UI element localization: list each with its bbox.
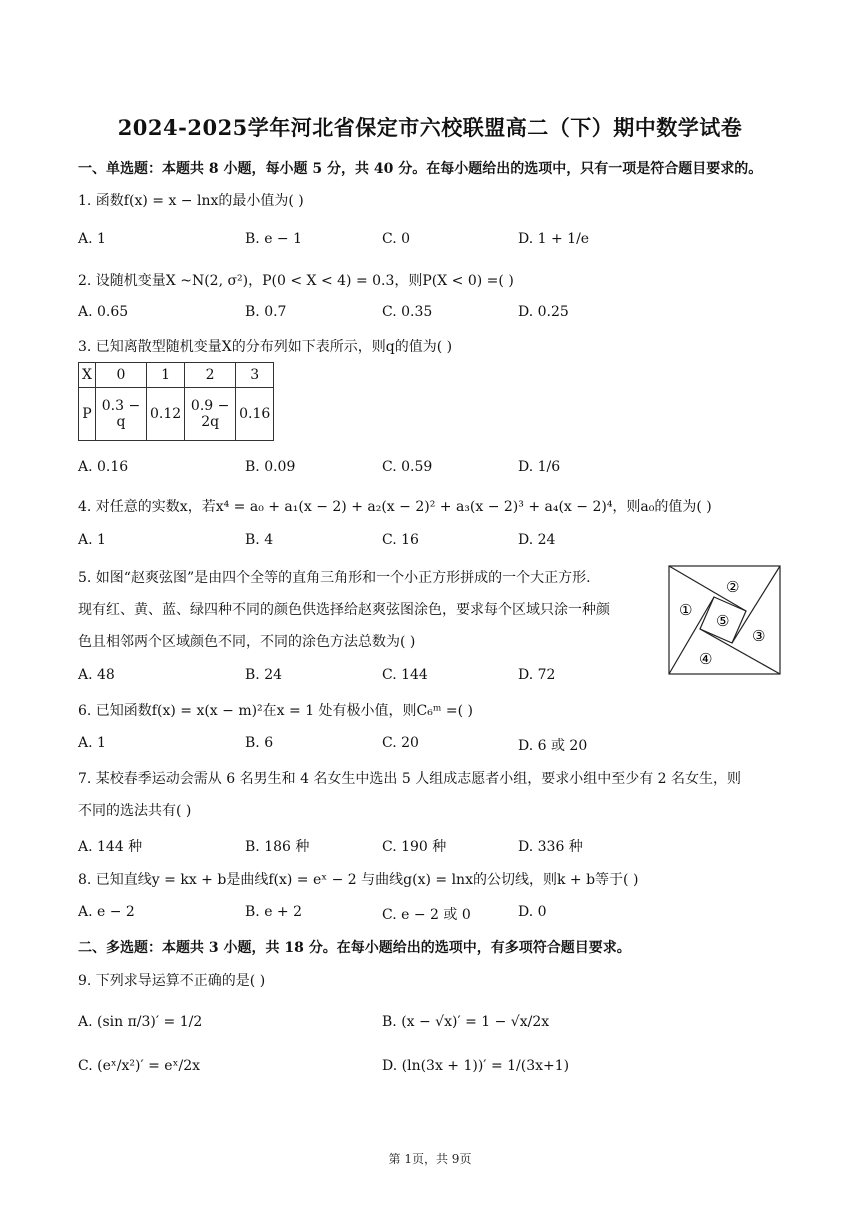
q2-option-d: D. 0.25 bbox=[518, 304, 569, 320]
q9-option-d: D. (ln(3x + 1))′ = 1/(3x+1) bbox=[382, 1058, 570, 1074]
q5-option-a: A. 48 bbox=[78, 667, 115, 683]
q4-option-c: C. 16 bbox=[382, 532, 419, 548]
q8-option-b: B. e + 2 bbox=[245, 904, 303, 920]
q2-option-b: B. 0.7 bbox=[245, 304, 287, 320]
q1-option-b: B. e − 1 bbox=[245, 231, 303, 247]
q7-option-b: B. 186 种 bbox=[245, 839, 310, 855]
question-5-line-2: 现有红、黄、蓝、绿四种不同的颜色供选择给赵爽弦图涂色，要求每个区域只涂一种颜 bbox=[78, 602, 610, 618]
q9-option-a: A. (sin π/3)′ = 1/2 bbox=[78, 1014, 203, 1030]
q1-option-c: C. 0 bbox=[382, 231, 411, 247]
q2-option-a: A. 0.65 bbox=[78, 304, 129, 320]
question-1: 1. 函数f(x) = x − lnx的最小值为( ) bbox=[78, 193, 304, 209]
q3-option-c: C. 0.59 bbox=[382, 459, 433, 475]
question-4: 4. 对任意的实数x，若x⁴ = a₀ + a₁(x − 2) + a₂(x − 2)² + a₃(x − 2)³ + a₄(x − 2)⁴，则a₀的值为( ) bbox=[78, 499, 712, 515]
table-cell: 0 bbox=[95, 363, 146, 388]
q4-option-d: D. 24 bbox=[518, 532, 556, 548]
region-label-4: ④ bbox=[699, 650, 713, 668]
q5-option-d: D. 72 bbox=[518, 667, 556, 683]
q5-option-b: B. 24 bbox=[245, 667, 283, 683]
question-8: 8. 已知直线y = kx + b是曲线f(x) = eˣ − 2 与曲线g(x) = lnx的公切线，则k + b等于( ) bbox=[78, 872, 639, 888]
section-multiple-choice: 二、多选题：本题共 3 小题，共 18 分。在每小题给出的选项中，有多项符合题目要求。 bbox=[78, 940, 631, 956]
q8-option-c: C. e − 2 或 0 bbox=[382, 907, 471, 923]
region-label-3: ③ bbox=[752, 627, 766, 645]
q9-option-b: B. (x − √x)′ = 1 − √x/2x bbox=[382, 1014, 550, 1030]
q5-option-c: C. 144 bbox=[382, 667, 428, 683]
table-cell: 2 bbox=[185, 363, 236, 388]
page-footer: 第 1页，共 9页 bbox=[388, 1152, 472, 1166]
question-3: 3. 已知离散型随机变量X的分布列如下表所示，则q的值为( ) bbox=[78, 339, 453, 355]
table-row bbox=[79, 363, 274, 388]
question-6: 6. 已知函数f(x) = x(x − m)²在x = 1 处有极小值，则C₆ᵐ =( ) bbox=[78, 703, 474, 719]
q8-option-d: D. 0 bbox=[518, 904, 547, 920]
region-label-1: ① bbox=[679, 601, 693, 619]
table-cell: P bbox=[79, 388, 96, 441]
table-cell: 0.9 − 2q bbox=[185, 388, 236, 441]
table-cell: 3 bbox=[236, 363, 274, 388]
q3-option-b: B. 0.09 bbox=[245, 459, 296, 475]
table-row bbox=[79, 388, 274, 441]
q1-option-a: A. 1 bbox=[78, 231, 106, 247]
q7-option-c: C. 190 种 bbox=[382, 839, 447, 855]
question-5-line-1: 5. 如图“赵爽弦图”是由四个全等的直角三角形和一个小正方形拼成的一个大正方形. bbox=[78, 570, 591, 586]
q6-option-b: B. 6 bbox=[245, 735, 274, 751]
table-cell: 0.16 bbox=[236, 388, 274, 441]
q6-option-a: A. 1 bbox=[78, 735, 106, 751]
q4-option-b: B. 4 bbox=[245, 532, 274, 548]
question-7-line-1: 7. 某校春季运动会需从 6 名男生和 4 名女生中选出 5 人组成志愿者小组，要求小组中至少有 2 名女生，则 bbox=[78, 771, 742, 787]
table-cell: 0.12 bbox=[146, 388, 184, 441]
q7-option-d: D. 336 种 bbox=[518, 839, 583, 855]
q6-option-c: C. 20 bbox=[382, 735, 419, 751]
table-cell: 1 bbox=[146, 363, 184, 388]
q3-option-d: D. 1/6 bbox=[518, 459, 561, 475]
table-cell: 0.3 − q bbox=[95, 388, 146, 441]
question-5-line-3: 色且相邻两个区域颜色不同，不同的涂色方法总数为( ) bbox=[78, 634, 416, 650]
q3-option-a: A. 0.16 bbox=[78, 459, 129, 475]
region-label-2: ② bbox=[726, 578, 740, 596]
q6-option-d: D. 6 或 20 bbox=[518, 738, 588, 754]
section-single-choice: 一、单选题：本题共 8 小题，每小题 5 分，共 40 分。在每小题给出的选项中，只有一项是符合题目要求的。 bbox=[78, 161, 763, 177]
q1-option-d: D. 1 + 1/e bbox=[518, 231, 590, 247]
question-2: 2. 设随机变量X ~N(2, σ²)，P(0 < X < 4) = 0.3，则P(X < 0) =( ) bbox=[78, 273, 514, 289]
page-title: 2024-2025学年河北省保定市六校联盟高二（下）期中数学试卷 bbox=[117, 115, 743, 140]
q7-option-a: A. 144 种 bbox=[78, 839, 143, 855]
question-7-line-2: 不同的选法共有( ) bbox=[78, 803, 192, 819]
distribution-table bbox=[78, 362, 274, 441]
q2-option-c: C. 0.35 bbox=[382, 304, 433, 320]
zhao-shuang-diagram bbox=[668, 565, 781, 675]
question-9: 9. 下列求导运算不正确的是( ) bbox=[78, 973, 266, 989]
q9-option-c: C. (eˣ/x²)′ = eˣ/2x bbox=[78, 1058, 201, 1074]
q4-option-a: A. 1 bbox=[78, 532, 106, 548]
table-cell: X bbox=[79, 363, 96, 388]
region-label-5: ⑤ bbox=[716, 612, 730, 630]
q8-option-a: A. e − 2 bbox=[78, 904, 135, 920]
